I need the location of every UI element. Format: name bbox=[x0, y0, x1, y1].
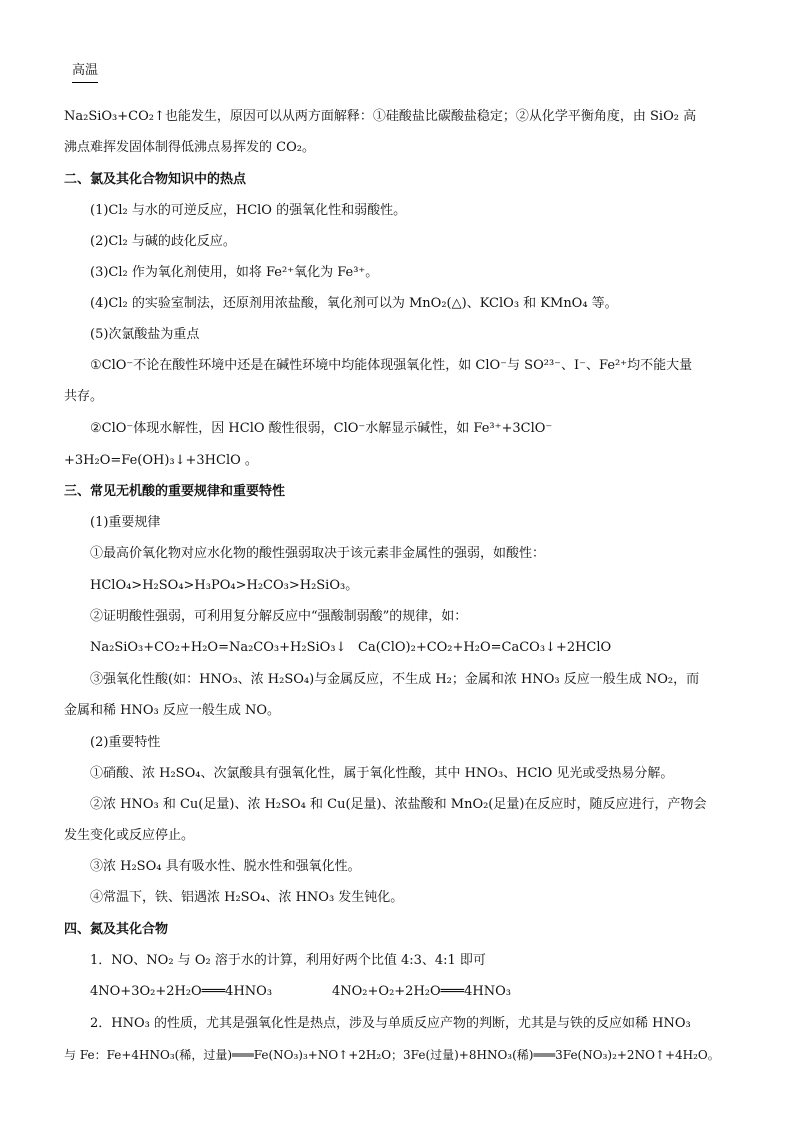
text-line: (1)重要规律 bbox=[90, 515, 161, 530]
text-line: 2．HNO₃ 的性质，尤其是强氧化性是热点，涉及与单质反应产物的判断，尤其是与铁的反应如稀 HNO₃ bbox=[90, 1016, 691, 1031]
reaction-condition-label: 高温 bbox=[72, 62, 98, 83]
text-line: 与 Fe：Fe+4HNO₃(稀，过量)═══Fe(NO₃)₃+NO↑+2H₂O；3Fe(过量)+8HNO₃(稀)═══3Fe(NO₃)₂+2NO↑+4H₂O。 bbox=[64, 1048, 720, 1062]
text-line: 发生变化或反应停止。 bbox=[64, 828, 195, 843]
text-line: 沸点难挥发固体制得低沸点易挥发的 CO₂。 bbox=[64, 140, 315, 155]
equation-line bbox=[90, 638, 730, 658]
text-line: 共存。 bbox=[64, 389, 104, 404]
text-line: (2)Cl₂ 与碱的歧化反应。 bbox=[90, 234, 236, 249]
equation-left: 4NO+3O₂+2H₂O═══4HNO₃ bbox=[90, 984, 273, 999]
text-line: ②证明酸性强弱，可利用复分解反应中“强酸制弱酸”的规律，如： bbox=[90, 609, 468, 624]
equation-left: Na₂SiO₃+CO₂+H₂O=Na₂CO₃+H₂SiO₃↓ bbox=[90, 640, 347, 655]
text-line: 金属和稀 HNO₃ 反应一般生成 NO。 bbox=[64, 703, 281, 718]
equation-right: Ca(ClO)₂+CO₂+H₂O=CaCO₃↓+2HClO bbox=[358, 640, 612, 655]
text-line: ②ClO⁻体现水解性，因 HClO 酸性很弱，ClO⁻水解显示碱性，如 Fe³⁺+3ClO⁻ bbox=[90, 421, 553, 436]
text-line: ①硝酸、浓 H₂SO₄、次氯酸具有强氧化性，属于氧化性酸，其中 HNO₃、HClO 见光或受热易分解。 bbox=[90, 766, 674, 781]
text-line: (2)重要特性 bbox=[90, 735, 161, 750]
text-line: HClO₄>H₂SO₄>H₃PO₄>H₂CO₃>H₂SiO₃。 bbox=[90, 578, 359, 593]
section-heading: 二、氯及其化合物知识中的热点 bbox=[64, 172, 247, 187]
text-line: +3H₂O=Fe(OH)₃↓+3HClO 。 bbox=[64, 453, 258, 468]
text-line: ①最高价氧化物对应水化物的酸性强弱取决于该元素非金属性的强弱，如酸性： bbox=[90, 546, 546, 561]
section-heading: 三、常见无机酸的重要规律和重要特性 bbox=[64, 484, 286, 499]
section-heading: 四、氮及其化合物 bbox=[64, 922, 169, 937]
text-line: 1．NO、NO₂ 与 O₂ 溶于水的计算，利用好两个比值 4:3、4:1 即可 bbox=[90, 953, 486, 968]
text-line: (5)次氯酸盐为重点 bbox=[90, 327, 200, 342]
text-line: ②浓 HNO₃ 和 Cu(足量)、浓 H₂SO₄ 和 Cu(足量)、浓盐酸和 MnO₂(足量)在反应时，随反应进行，产物会 bbox=[90, 797, 707, 812]
text-line: ③强氧化性酸(如：HNO₃、浓 H₂SO₄)与金属反应，不生成 H₂；金属和浓 HNO₃ 反应一般生成 NO₂，而 bbox=[90, 672, 700, 687]
text-line: Na₂SiO₃+CO₂↑也能发生，原因可以从两方面解释：①硅酸盐比碳酸盐稳定；②从化学平衡角度，由 SiO₂ 高 bbox=[64, 109, 697, 124]
text-line: ④常温下，铁、铝遇浓 H₂SO₄、浓 HNO₃ 发生钝化。 bbox=[90, 890, 404, 905]
text-line: (4)Cl₂ 的实验室制法，还原剂用浓盐酸，氧化剂可以为 MnO₂(△)、KClO₃ 和 KMnO₄ 等。 bbox=[90, 296, 618, 311]
text-line: (3)Cl₂ 作为氧化剂使用，如将 Fe²⁺氧化为 Fe³⁺。 bbox=[90, 265, 379, 280]
text-line: ③浓 H₂SO₄ 具有吸水性、脱水性和强氧化性。 bbox=[90, 859, 361, 874]
text-line: ①ClO⁻不论在酸性环境中还是在碱性环境中均能体现强氧化性，如 ClO⁻与 SO²³⁻、I⁻、Fe²⁺均不能大量 bbox=[90, 358, 693, 373]
equation-line bbox=[90, 982, 730, 1002]
equation-right: 4NO₂+O₂+2H₂O═══4HNO₃ bbox=[332, 984, 511, 999]
text-line: (1)Cl₂ 与水的可逆反应，HClO 的强氧化性和弱酸性。 bbox=[90, 203, 407, 218]
